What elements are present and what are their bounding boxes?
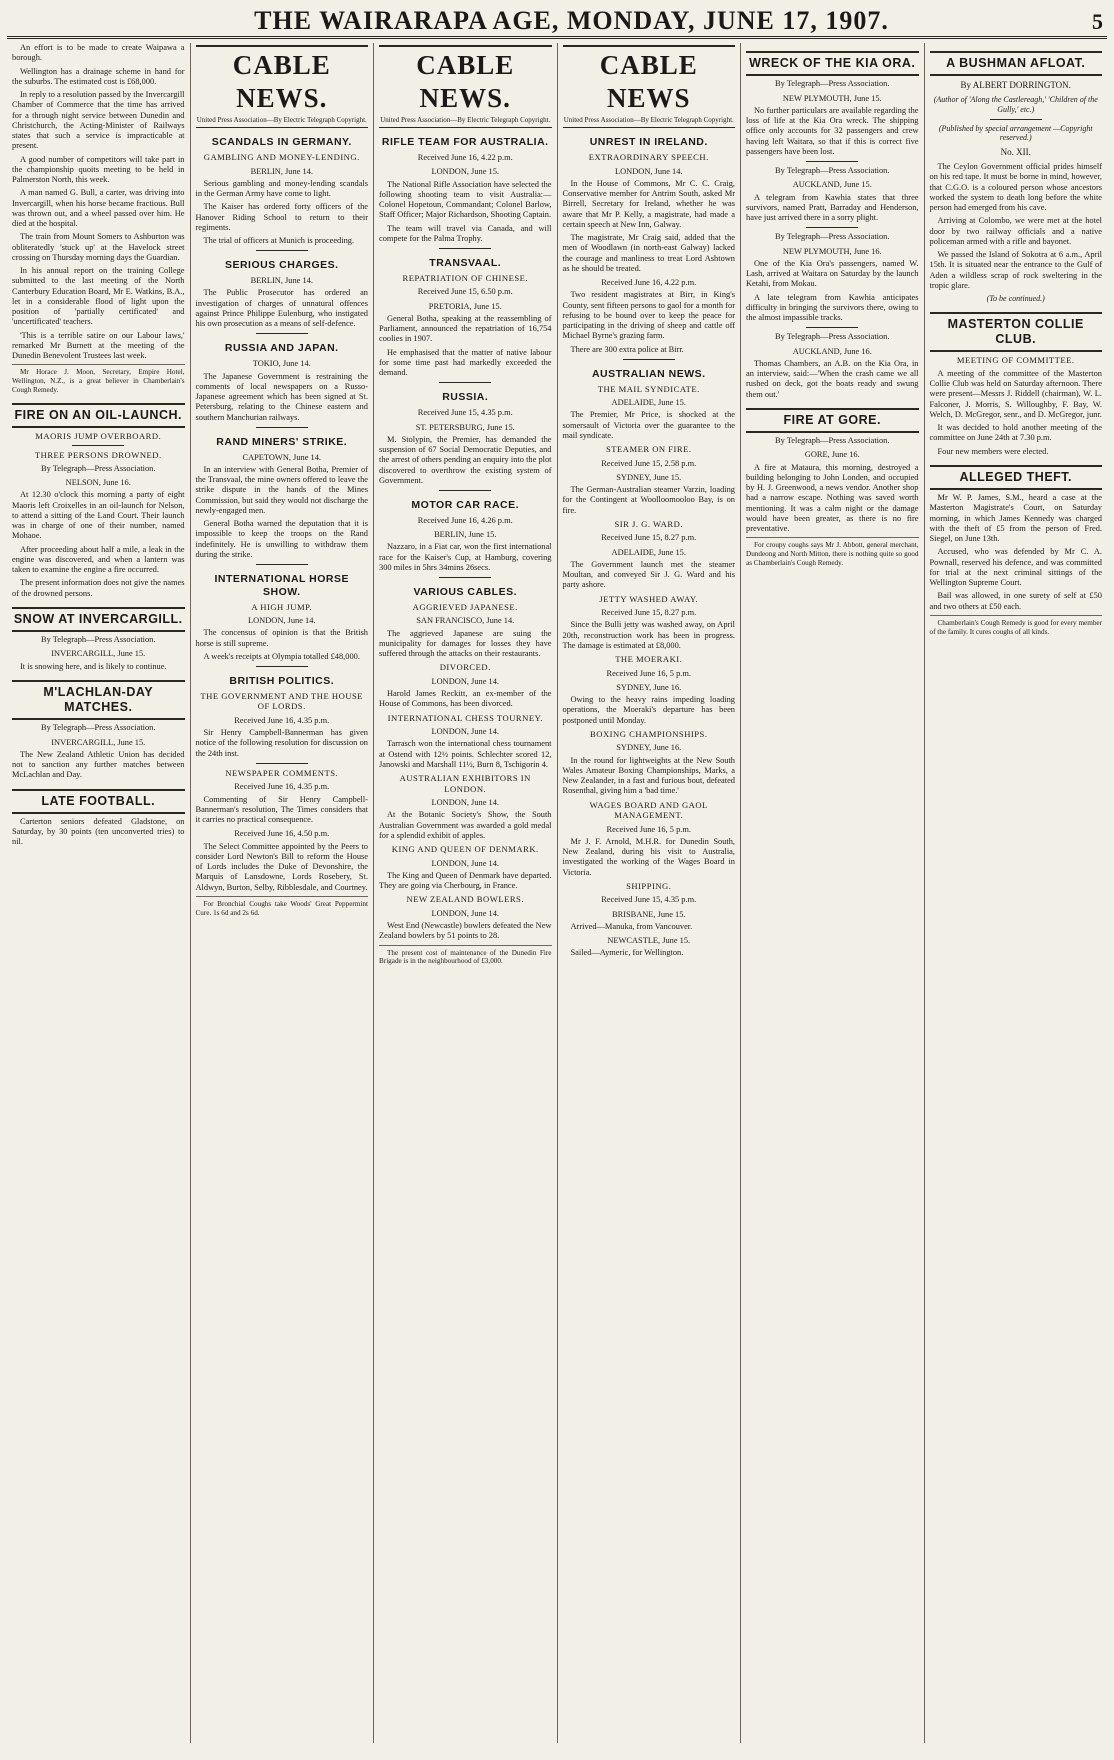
dateline: LONDON, June 14. [431, 798, 499, 808]
dateline: INVERCARGILL, June 15. [51, 737, 146, 747]
article-headline: TRANSVAAL. [429, 257, 502, 270]
byline: By Telegraph—Press Association. [775, 436, 890, 445]
paragraph: Sir Henry Campbell-Bannerman has given notice of the following resolution for discussion on the 24th inst. [195, 728, 368, 758]
article-subhead: THE MAIL SYNDICATE. [597, 383, 700, 394]
byline: By Telegraph—Press Association. [41, 723, 156, 733]
author-line: By ALBERT DORRINGTON. [960, 80, 1071, 91]
byline: By Telegraph—Press Association. [775, 332, 890, 342]
dateline: Received June 15, 8.27 p.m. [601, 533, 697, 543]
advertisement: The present cost of maintenance of the Dunedin Fire Brigade is in the neighbourhood of £3,000. [379, 945, 552, 967]
paragraph: The train from Mount Somers to Ashburton was obliteratedly 'stuck up' at the Havelock street crossing on Thursday morning days the Guardian. [12, 232, 185, 262]
paragraph: An effort is to be made to create Waipawa a borough. [12, 43, 185, 63]
dateline: GORE, June 16. [804, 450, 860, 460]
article-headline: SERIOUS CHARGES. [224, 259, 339, 272]
paragraph: 'This is a terrible satire on our Labour laws,' remarked Mr Burnett at the meeting of the Dunedin Benevolent Trustees last week. [12, 330, 185, 360]
divider [256, 564, 308, 565]
article-subhead: JETTY WASHED AWAY. [599, 593, 699, 604]
paragraph: Sailed—Aymeric, for Wellington. [570, 948, 684, 958]
article-subhead: GAMBLING AND MONEY-LENDING. [203, 152, 360, 163]
paragraph: We passed the Island of Sokotra at 6 a.m., April 15th. It is situated near the entrance to the Gulf of Aden a wildless scrap of rock sweltering in the tropic glare. [929, 250, 1102, 290]
dateline: LONDON, June 14. [431, 727, 499, 737]
paragraph: The team will travel via Canada, and will compete for the Palma Trophy. [379, 223, 552, 243]
byline: By Telegraph—Press Association. [775, 232, 890, 242]
dateline: NEW PLYMOUTH, June 16. [782, 246, 882, 256]
article-headline: INTERNATIONAL HORSE SHOW. [214, 573, 350, 598]
newspaper-title: THE WAIRARAPA AGE, MONDAY, JUNE 17, 1907. [254, 6, 889, 35]
divider [623, 359, 675, 360]
byline: By Telegraph—Press Association. [41, 463, 156, 473]
newspaper-page [7, 6, 1107, 1746]
paragraph: A late telegram from Kawhia anticipates difficulty in bringing the survivors there, owing to the almost impassible tracks. [746, 292, 919, 322]
paragraph: The present information does not give the names of the drowned persons. [12, 578, 185, 598]
dateline: SYDNEY, June 16. [616, 743, 682, 753]
paragraph: The German-Australian steamer Varzin, loading for the Contingent at Woolloomooloo Bay, is on fire. [562, 485, 735, 515]
dateline: LONDON, June 14. [615, 166, 683, 176]
columns [7, 43, 1107, 1743]
paragraph: Carterton seniors defeated Gladstone, on Saturday, by 30 points (ten unconverted tries) to nil. [12, 816, 185, 847]
paragraph: Mr W. P. James, S.M., heard a case at the Masterton Magistrate's Court, on Saturday morning, in which James Kennedy was charged with the theft of £5 from the person of Fred. Siegel, on June 13th. [929, 493, 1102, 544]
column-5 [741, 43, 925, 1743]
article-headline: AUSTRALIAN NEWS. [591, 367, 706, 380]
dateline: CAPETOWN, June 14. [242, 452, 321, 462]
dateline: Received June 15, 2.58 p.m. [601, 458, 697, 468]
divider [806, 327, 858, 328]
paragraph: The Ceylon Government official prides himself on his red tape. It must be borne in mind, however, that C.G.O. is a coloured person whose ancestors worked the system to death long before the white person had emerged from his cave. [929, 162, 1102, 213]
dateline: SYDNEY, June 16. [616, 682, 682, 692]
article-subhead: KING AND QUEEN OF DENMARK. [391, 844, 539, 855]
article-subhead: MAORIS JUMP OVERBOARD. [35, 430, 162, 441]
divider [256, 427, 308, 428]
article-headline-fire-launch: FIRE ON AN OIL-LAUNCH. [12, 403, 185, 428]
paragraph: Commenting of Sir Henry Campbell-Bannerman's resolution, The Times considers that it carries no practical consequence. [195, 794, 368, 825]
dateline: Received June 16, 5 p.m. [606, 668, 691, 678]
article-headline: BRITISH POLITICS. [229, 675, 335, 688]
section-title-cable-news: CABLE NEWS. [196, 45, 369, 115]
article-subhead: NEWSPAPER COMMENTS. [225, 767, 339, 778]
article-headline: VARIOUS CABLES. [413, 586, 518, 599]
article-headline-collie-club: MASTERTON COLLIE CLUB. [930, 312, 1103, 353]
paragraph: Wellington has a drainage scheme in hand for the suburbs. The estimated cost is £68,000. [12, 66, 185, 86]
article-headline-mclachlan: M'LACHLAN-DAY MATCHES. [12, 680, 185, 721]
article-subhead: AUSTRALIAN EXHIBITORS IN LONDON. [399, 773, 531, 794]
article-headline-bushman-afloat: A BUSHMAN AFLOAT. [930, 51, 1103, 76]
dateline: Received June 16, 4.22 p.m. [601, 278, 697, 288]
paragraph: Bail was allowed, in one surety of self at £50 and two others at £50 each. [929, 591, 1102, 611]
copyright-note: (Published by special arrangement —Copyright reserved.) [938, 123, 1093, 143]
dateline: ADELAIDE, June 15. [611, 547, 686, 557]
paragraph: The King and Queen of Denmark have departed. They are going via Cherbourg, in France. [379, 870, 552, 891]
article-headline: SCANDALS IN GERMANY. [211, 136, 352, 149]
paragraph: M. Stolypin, the Premier, has demanded the suspension of 67 Social Democratic Deputies, and the arrest of others pending an enquiry into the plot discovered to overthrow the existing system of Government. [379, 434, 552, 485]
article-subhead: EXTRAORDINARY SPEECH. [588, 152, 709, 163]
paragraph: It is snowing here, and is likely to continue. [20, 661, 167, 671]
byline: By Telegraph—Press Association. [775, 166, 890, 175]
article-subhead: INTERNATIONAL CHESS TOURNEY. [387, 712, 543, 723]
article-subhead: SHIPPING. [626, 880, 672, 891]
paragraph: The New Zealand Athletic Union has decided not to sanction any further matches between McLachlan and Day. [12, 749, 185, 780]
dateline: ADELAIDE, June 15. [611, 398, 686, 408]
paragraph: The Select Committee appointed by the Peers to consider Lord Newton's Bill to reform the House of Lords includes the Duke of Devonshire, the Marquis of Lansdowne, Lords Rosebery, St. Aldwyn, Burton, Selby, Ribblesdale, and Courtney. [195, 841, 368, 892]
paragraph: Thomas Chambers, an A.B. on the Kia Ora, in an interview, said:—'When the crash came we all rushed on deck, got the boats ready and swung them out.' [746, 358, 919, 399]
dateline: LONDON, June 14. [431, 908, 499, 918]
paragraph: A week's receipts at Olympia totalled £48,000. [203, 651, 360, 661]
dateline: NELSON, June 16. [65, 478, 131, 488]
article-subhead: AGGRIEVED JAPANESE. [412, 601, 518, 612]
divider [256, 250, 308, 251]
column-4 [558, 43, 742, 1743]
paragraph: The trial of officers at Munich is proceeding. [203, 236, 355, 246]
page-number: 5 [1092, 9, 1103, 34]
dateline: AUCKLAND, June 15. [792, 180, 872, 190]
article-headline-fire-at-gore: FIRE AT GORE. [746, 408, 919, 433]
paragraph: The Japanese Government is restraining the comments of local newspapers on a Russo-Japanese agreement which has been signed at St. Petersburg, relating to the Chinese eastern and southern Manchurian railways. [195, 371, 368, 422]
article-subhead: DIVORCED. [439, 662, 491, 673]
paragraph: Since the Bulli jetty was washed away, on April 20th, reconstruction work has been in progress. The damage is estimated at £8,000. [562, 620, 735, 650]
dateline: Received June 16, 4.50 p.m. [234, 829, 330, 839]
article-subhead: WAGES BOARD AND GAOL MANAGEMENT. [589, 799, 708, 821]
paragraph: A telegram from Kawhia states that three survivors, named Pratt, Barraday and Henderson, have just arrived there in a sorry plight. [746, 192, 919, 222]
paragraph: A fire at Mataura, this morning, destroyed a building belonging to John Londen, and occupied by H. J. Greenwood, a news vendor. Another shop had a narrow escape. Nothing was saved worth mentioning. It was a calm night or the damage would have been greater, as there is no fire preventative. [746, 462, 919, 533]
dateline: Received June 15, 4.35 p.m. [417, 408, 513, 418]
author-note: (Author of 'Along the Castlereagh,' 'Children of the Gully,' etc.) [933, 95, 1098, 114]
article-headline-late-football: LATE FOOTBALL. [12, 789, 185, 814]
article-headline: RIFLE TEAM FOR AUSTRALIA. [381, 136, 549, 149]
paragraph: Nazzaro, in a Fiat car, won the first international race for the Kaiser's Cup, at Hamburg, covering 300 miles in 5hrs 34mins 26secs. [379, 542, 552, 572]
paragraph: Four new members were elected. [937, 446, 1049, 456]
paragraph: At 12.30 o'clock this morning a party of eight Maoris left Croixelles in an oil-launch for Nelson, to attend a sitting of the Land Court. Their launch was in charge of one of their number, named Mohaoe. [12, 490, 185, 541]
divider [256, 763, 308, 764]
advertisement: For croupy coughs says Mr J. Abbott, general merchant, Dundeong and North Mitton, there is nothing quite so good as Chamberlain's Cough Remedy. [746, 537, 919, 567]
article-subhead: MEETING OF COMMITTEE. [956, 355, 1075, 366]
divider [439, 577, 491, 578]
dateline: LONDON, June 14. [248, 616, 316, 626]
paragraph: In an interview with General Botha, Premier of the Transvaal, the mine owners offered to leave the strike dispute in the hands of the Mines Commission, but said they would not discharge the newly-engaged men. [195, 464, 368, 515]
paragraph: Two resident magistrates at Birr, in King's County, sent fifteen persons to gaol for a month for refusing to be bound over to keep the peace for participating in the driving of sheep and cattle off Michael Byrne's grazing farm. [562, 290, 735, 341]
article-subhead: BOXING CHAMPIONSHIPS. [590, 728, 708, 739]
paragraph: General Botha, speaking at the reassembling of Parliament, announced the repatriation of 16,754 coolies in 1907. [379, 313, 552, 344]
paragraph: The Government launch met the steamer Moultan, and conveyed Sir J. G. Ward and his party ashore. [562, 559, 735, 590]
article-headline-alleged-theft: ALLEGED THEFT. [930, 465, 1103, 490]
divider [439, 490, 491, 491]
divider [806, 161, 858, 162]
dateline: Received June 16, 4.35 p.m. [234, 782, 330, 792]
article-headline: RUSSIA. [442, 391, 489, 404]
article-headline-kia-ora-wreck: WRECK OF THE KIA ORA. [746, 51, 919, 76]
paragraph: The magistrate, Mr Craig said, added that the men of Woodlawn (in north-east Galway) lacked the courage and manliness to treat Lord Ashtown as he should be treated. [562, 233, 735, 273]
paragraph: There are 300 extra police at Birr. [570, 344, 684, 354]
paragraph: After proceeding about half a mile, a leak in the engine was discovered, and when a lantern was taken to examine the engine a fire occurred. [12, 544, 185, 575]
paragraph: Tarrasch won the international chess tournament at Ostend with 12½ points. Schlechter scored 12, Janowski and Marshall 11½, Burn 8, Tschigorin 4. [379, 739, 552, 769]
section-title-cable-news: CABLE NEWS [563, 45, 736, 115]
dateline: INVERCARGILL, June 15. [51, 649, 146, 659]
paragraph: Owing to the heavy rains impeding loading operations, the Moeraki's departure has been postponed until Monday. [562, 695, 735, 725]
paragraph: Accused, who was defended by Mr C. A. Pownall, reserved his defence, and was committed for trial at the next criminal sittings of the Wellington Supreme Court. [929, 547, 1102, 588]
article-headline: RAND MINERS' STRIKE. [216, 435, 348, 448]
article-headline: MOTOR CAR RACE. [411, 499, 520, 512]
divider [72, 445, 124, 446]
dateline: BRISBANE, June 15. [611, 909, 686, 919]
continued-note: (To be continued.) [986, 294, 1045, 304]
paragraph: A meeting of the committee of the Masterton Collie Club was held on Saturday afternoon. There were present—Messrs J. Riddell (chairman), W. L. Falconer, J. Morris, S. Willoughby, F. Bay, W. Welch, D. McGregor, senr., and D. McGregor, junr. [929, 368, 1102, 419]
article-subhead: NEW ZEALAND BOWLERS. [406, 894, 524, 905]
paragraph: In his annual report on the training College submitted to the last meeting of the North Canterbury Education Board, Mr E. Watkins, B.A., let in a considerable flood of light upon the position of 'partially certificated' and 'uncertificated' teachers. [12, 266, 185, 327]
paragraph: General Botha warned the deputation that it is impossible to keep the troops on the Rand indefinitely. He is unwilling to withdraw them during the strike. [195, 519, 368, 559]
article-subhead: REPATRIATION OF CHINESE. [402, 273, 529, 283]
byline: By Telegraph—Press Association. [41, 635, 156, 645]
paragraph: The concensus of opinion is that the British horse is still supreme. [195, 628, 368, 648]
dateline: NEW PLYMOUTH, June 15. [782, 93, 882, 103]
column-1 [7, 43, 191, 1743]
paragraph: A man named G. Bull, a carter, was driving into Invercargill, when his horse became fractious. Bull was thrown out, and a wheel passed over him. He died at the hospital. [12, 188, 185, 228]
advertisement: Mr Horace J. Moon, Secretary, Empire Hotel, Wellington, N.Z., is a great believer in Chamberlain's Cough Remedy. [12, 364, 185, 394]
divider [256, 666, 308, 667]
dateline: BERLIN, June 14. [250, 166, 313, 176]
paragraph: Arriving at Colombo, we were met at the hotel door by two railway officials and a native policeman armed with a rifle and bayonet. [929, 216, 1102, 246]
dateline: Received June 16, 4.26 p.m. [417, 515, 513, 525]
section-credit: United Press Association—By Electric Telegraph Copyright. [196, 116, 369, 129]
paragraph: At the Botanic Society's Show, the South Australian Government was awarded a gold medal for a splendid exhibit of apples. [379, 810, 552, 840]
dateline: Received June 16, 4.22 p.m. [417, 153, 513, 163]
paragraph: Arrived—Manuka, from Vancouver. [570, 921, 693, 931]
installment-number: No. XII. [1000, 147, 1031, 158]
masthead [7, 6, 1107, 39]
divider [439, 248, 491, 249]
dateline: PRETORIA, June 15. [428, 301, 502, 311]
paragraph: West End (Newcastle) bowlers defeated the New Zealand bowlers by 51 points to 28. [379, 921, 552, 941]
paragraph: The Kaiser has ordered forty officers of the Hanover Riding School to return to their regiments. [195, 202, 368, 232]
paragraph: The Public Prosecutor has ordered an investigation of charges of unnatural offences against Prince Philippe Eulenburg, who instigated his own prosecution as a means of self-defence. [195, 288, 368, 329]
paragraph: Harold James Reckitt, an ex-member of the House of Commons, has been divorced. [379, 689, 552, 709]
paragraph: He emphasised that the matter of native labour for some time past had markedly exceeded the demand. [379, 347, 552, 378]
dateline: TOKIO, June 14. [252, 359, 311, 369]
paragraph: In the House of Commons, Mr C. C. Craig, Conservative member for Antrim South, asked Mr Birrell, Secretary for Ireland, whether he was aware that Mr P. Kelly, a magistrate, had made a certain speech at New Inn, Galway. [562, 178, 735, 229]
column-2 [191, 43, 375, 1743]
dateline: Received June 15, 4.35 p.m. [601, 895, 697, 905]
article-headline-snow: SNOW AT INVERCARGILL. [12, 607, 185, 632]
article-subhead: SIR J. G. WARD. [614, 518, 683, 529]
section-credit: United Press Association—By Electric Telegraph Copyright. [379, 116, 552, 129]
advertisement: For Bronchial Coughs take Woods' Great Peppermint Cure. 1s 6d and 2s 6d. [196, 896, 369, 918]
byline: By Telegraph—Press Association. [775, 79, 890, 89]
column-3 [374, 43, 558, 1743]
paragraph: The aggrieved Japanese are suing the municipality for damages for losses they have suffered through the attacks on their restaurants. [379, 628, 552, 659]
paragraph: Mr J. F. Arnold, M.H.R. for Dunedin South, New Zealand, during his visit to Australia, investigated the working of the Wages Board in Victoria. [562, 836, 735, 877]
article-subhead: THE GOVERNMENT AND THE HOUSE OF LORDS. [200, 690, 364, 712]
advertisement: Chamberlain's Cough Remedy is good for every member of the family. It cures coughs of all kinds. [930, 615, 1103, 637]
article-subhead: THE MOERAKI. [615, 654, 683, 665]
paragraph: In the round for lightweights at the New South Wales Amateur Boxing Championships, Marks, a New Zealander, in a fast and furious bout, defeated Rosenthal, giving him a 'bad time.' [562, 755, 735, 796]
dateline: Received June 16, 5 p.m. [606, 824, 691, 834]
article-subhead: THREE PERSONS DROWNED. [34, 450, 162, 461]
paragraph: It was decided to hold another meeting of the committee on June 24th at 7.30 p.m. [929, 423, 1102, 443]
dateline: AUCKLAND, June 16. [792, 346, 872, 356]
dateline: Received June 16, 4.35 p.m. [234, 715, 330, 725]
divider [439, 382, 491, 383]
divider [990, 119, 1042, 120]
section-credit: United Press Association—By Electric Telegraph Copyright. [563, 116, 736, 129]
paragraph: One of the Kia Ora's passengers, named W. Lash, arrived at Waitara on Saturday by the launch Ketahi, from Mokau. [746, 258, 919, 289]
paragraph: Serious gambling and money-lending scandals in the German Army have come to light. [195, 178, 368, 199]
dateline: LONDON, June 14. [431, 858, 499, 868]
divider [256, 333, 308, 334]
article-subhead: A HIGH JUMP. [251, 601, 313, 612]
dateline: SAN FRANCISCO, June 14. [416, 616, 515, 626]
paragraph: The Premier, Mr Price, is shocked at the somersault of Victoria over the guarantee to the mail syndicate. [562, 410, 735, 440]
paragraph: No further particulars are available regarding the loss of life at the Kia Ora wreck. The shipping office only accounts for 32 passengers and crew having left Waitara, so that if this is correct five passengers have been lost. [746, 105, 919, 156]
paragraph: In reply to a resolution passed by the Invercargill Chamber of Commerce that the time has arrived for a through night service between Dunedin and Christchurch, the Acting-Minister of Railways states that such a service is impracticable at present. [12, 90, 185, 151]
dateline: Received June 15, 8.27 p.m. [601, 608, 697, 618]
divider [806, 227, 858, 228]
dateline: ST. PETERSBURG, June 15. [415, 422, 515, 432]
article-headline: UNREST IN IRELAND. [589, 136, 708, 149]
dateline: LONDON, June 15. [431, 167, 499, 177]
dateline: BERLIN, June 15. [434, 530, 497, 540]
article-subhead: STEAMER ON FIRE. [605, 444, 692, 455]
dateline: LONDON, June 14. [431, 676, 499, 686]
paragraph: A good number of competitors will take part in the championship quoits meeting to be held in Palmerston North, this week. [12, 154, 185, 184]
column-6 [925, 43, 1108, 1743]
article-headline: RUSSIA AND JAPAN. [224, 342, 339, 355]
dateline: NEWCASTLE, June 15. [607, 936, 691, 946]
paragraph: The National Rifle Association have selected the following shooting team to visit Australia:—Colonel Hopetoun, Commandant; Colonel Barlow, Staff Officer; Major Richardson, Shooting Captain. [379, 179, 552, 220]
dateline: Received June 15, 6.50 p.m. [417, 287, 513, 297]
section-title-cable-news: CABLE NEWS. [379, 45, 552, 115]
dateline: BERLIN, June 14. [250, 276, 313, 286]
dateline: SYDNEY, June 15. [616, 472, 682, 482]
